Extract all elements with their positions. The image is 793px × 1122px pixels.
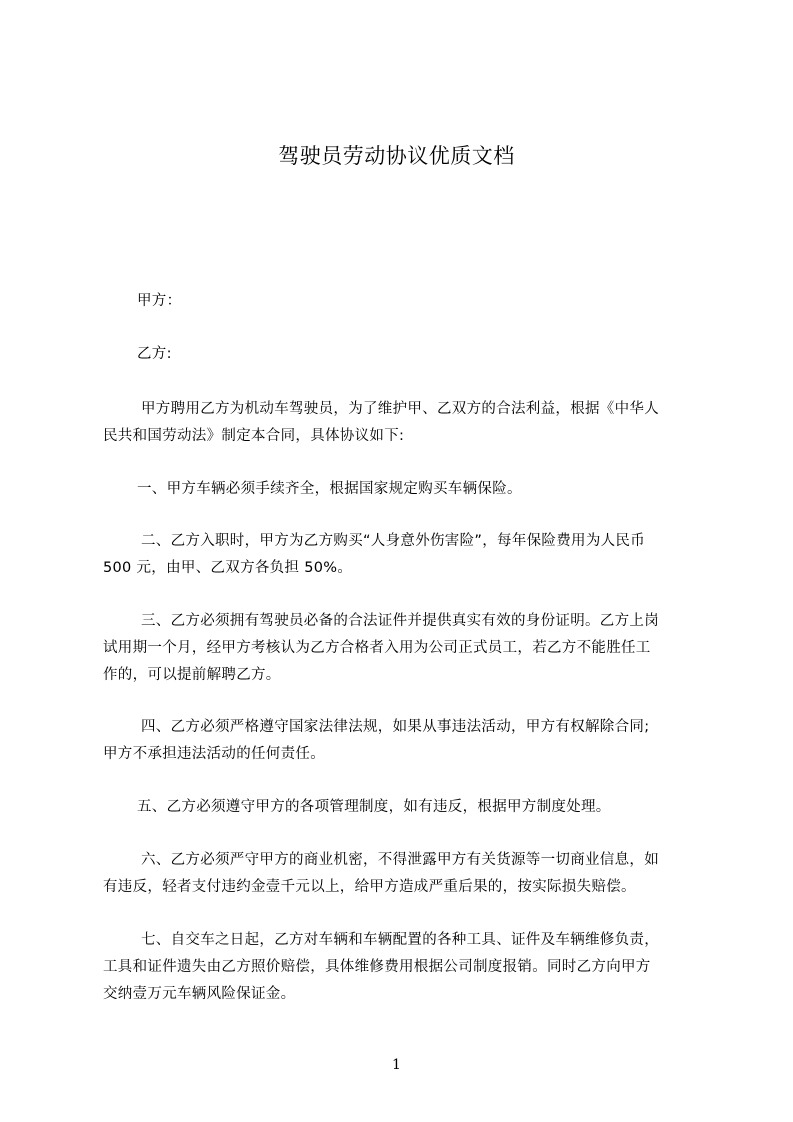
party-a-label <box>103 288 703 315</box>
party-a-line: 甲方： <box>137 293 182 309</box>
clause-7 <box>103 927 703 1008</box>
clause-line: 一、甲方车辆必须手续齐全，根据国家规定购买车辆保险。 <box>137 481 522 497</box>
clause-line: 有违反，轻者支付违约金壹千元以上，给甲方造成严重后果的，按实际损失赔偿。 <box>103 879 636 895</box>
intro-line: 甲方聘用乙方为机动车驾驶员，为了维护甲、乙双方的合法利益，根据《中华人 <box>141 401 659 417</box>
clause-line: 500 元，由甲、乙双方各负担 50%。 <box>103 560 353 576</box>
page-number: 1 <box>392 1057 401 1073</box>
clause-line: 二、乙方入职时，甲方为乙方购买“人身意外伤害险”，每年保险费用为人民币 <box>141 533 646 549</box>
clause-line: 六、乙方必须严守甲方的商业机密，不得泄露甲方有关货源等一切商业信息，如 <box>141 852 659 868</box>
clause-4 <box>103 714 703 768</box>
clause-6 <box>103 847 703 901</box>
intro-line: 民共和国劳动法》制定本合同，具体协议如下: <box>103 428 405 444</box>
clause-line: 五、乙方必须遵守甲方的各项管理制度，如有违反，根据甲方制度处理。 <box>137 799 611 815</box>
clause-3 <box>103 608 703 689</box>
clause-line: 试用期一个月，经甲方考核认为乙方合格者入用为公司正式员工，若乙方不能胜任工 <box>103 640 651 656</box>
clause-line: 工具和证件遗失由乙方照价赔偿，具体维修费用根据公司制度报销。同时乙方向甲方 <box>103 959 651 975</box>
clause-5 <box>103 794 703 821</box>
clause-1 <box>103 476 703 503</box>
clause-line: 作的，可以提前解聘乙方。 <box>103 667 281 683</box>
document-title: 驾驶员劳动协议优质文档 <box>278 144 515 168</box>
clause-line: 四、乙方必须严格遵守国家法律法规，如果从事违法活动，甲方有权解除合同; <box>141 719 650 735</box>
party-b-label <box>103 341 703 368</box>
clause-2 <box>103 528 703 582</box>
clause-line: 七、自交车之日起，乙方对车辆和车辆配置的各种工具、证件及车辆维修负责， <box>141 932 659 948</box>
intro-paragraph <box>103 396 703 450</box>
clause-line: 交纳壹万元车辆风险保证金。 <box>103 986 296 1002</box>
clause-line: 三、乙方必须拥有驾驶员必备的合法证件并提供真实有效的身份证明。乙方上岗 <box>141 613 659 629</box>
party-b-line: 乙方: <box>137 346 172 362</box>
clause-line: 甲方不承担违法活动的任何责任。 <box>103 746 325 762</box>
